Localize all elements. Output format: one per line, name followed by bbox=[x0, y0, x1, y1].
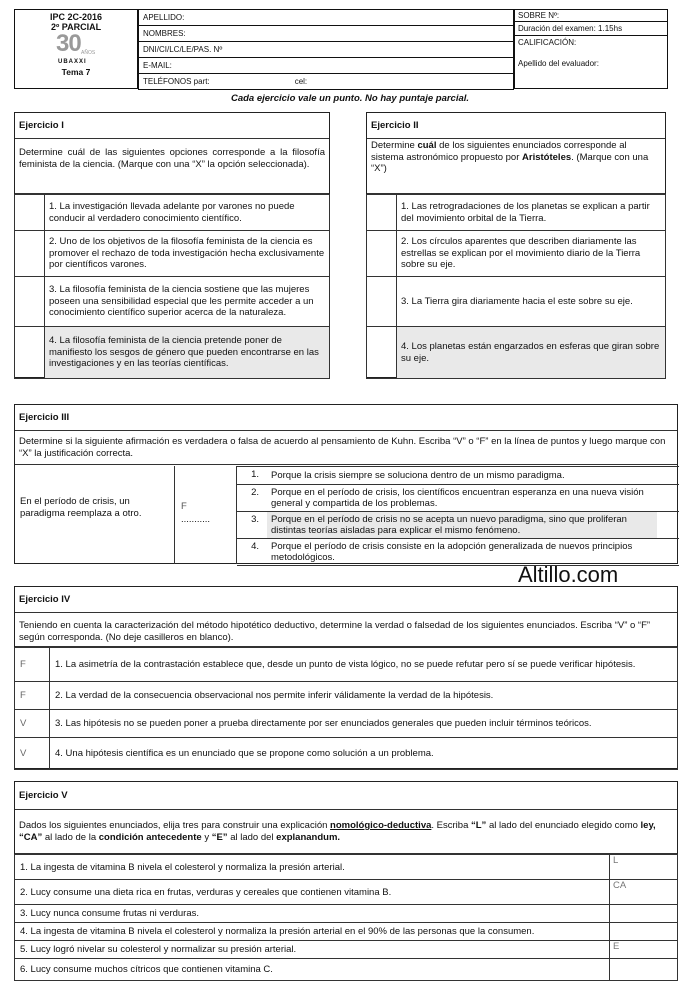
exercise-1-prompt: Determine cuál de las siguientes opciones corresponde a la filosofía feminista de la ciencia. (Marque con una “X” la opción seleccionada). bbox=[15, 139, 329, 194]
option-checkbox[interactable] bbox=[657, 539, 679, 566]
topic-label: Tema 7 bbox=[61, 67, 91, 77]
option-checkbox[interactable] bbox=[15, 277, 45, 327]
statement-text: 5. Lucy logró nivelar su colesterol y normalizar su presión arterial. bbox=[15, 941, 610, 959]
watermark: Altillo.com bbox=[518, 562, 619, 587]
student-info-table bbox=[138, 9, 514, 90]
exercise-4-rows bbox=[14, 647, 678, 770]
tf-answer-field[interactable]: F bbox=[15, 682, 50, 710]
option-text: 3. La Tierra gira diariamente hacia el este sobre su eje. bbox=[397, 277, 666, 327]
logo-number: 30 bbox=[56, 30, 81, 57]
grading-box bbox=[514, 9, 668, 89]
exercise-5-rows bbox=[14, 854, 678, 981]
prompt-bold: cuál bbox=[417, 140, 437, 151]
exam-duration: Duración del examen: 1.15hs bbox=[515, 22, 667, 36]
option-text-selected: 4. Los planetas están engarzados en esferas que giran sobre su eje. bbox=[397, 327, 666, 379]
statement-text: 6. Lucy consume muchos cítricos que contienen vitamina C. bbox=[15, 959, 610, 981]
logo-small-text: AÑOS bbox=[81, 50, 96, 56]
option-checkbox[interactable] bbox=[367, 277, 397, 327]
statement-text: 1. La asimetría de la contrastación establece que, desde un punto de vista lógico, no se puede refutar pero sí se puede verificar hipótesis. bbox=[50, 648, 678, 682]
envelope-number-field[interactable]: SOBRE Nº: bbox=[515, 10, 667, 22]
prompt-part: al lado de la bbox=[42, 831, 99, 843]
prompt-bold: explanandum. bbox=[276, 831, 341, 843]
option-checkbox[interactable] bbox=[657, 467, 679, 485]
label-answer-field[interactable] bbox=[610, 959, 678, 981]
prompt-part: . (Marque con una “X”) bbox=[371, 151, 649, 174]
prompt-bold: Aristóteles bbox=[522, 151, 572, 163]
exercise-4 bbox=[14, 586, 678, 769]
uba-logo bbox=[46, 30, 106, 66]
logo-org-text: UBAXXI bbox=[58, 59, 87, 65]
prompt-part: de los siguientes enunciados corresponde al sistema astronómico propuesto por bbox=[371, 140, 627, 163]
label-answer-field[interactable]: CA bbox=[610, 880, 678, 905]
names-field[interactable]: NOMBRES: bbox=[139, 26, 514, 42]
exercise-5 bbox=[14, 781, 678, 981]
option-text-selected: 4. La filosofía feminista de la ciencia pretende poner de manifiesto los sesgos de género que pueden encontrarse en las investigaciones y en las teorías científicas. bbox=[45, 327, 330, 379]
statement-text: 3. Las hipótesis no se pueden poner a prueba directamente por ser enunciados generales que pueden incluir términos teóricos. bbox=[50, 710, 678, 738]
statement-text: 2. Lucy consume una dieta rica en frutas, verduras y cereales que contienen vitamina B. bbox=[15, 880, 610, 905]
exercise-3-dots: ........... bbox=[181, 514, 211, 525]
tf-answer-field[interactable]: F bbox=[15, 648, 50, 682]
option-checkbox[interactable] bbox=[657, 485, 679, 512]
prompt-part: al lado del bbox=[227, 831, 277, 843]
exam-name: 2º PARCIAL bbox=[50, 22, 102, 32]
email-field[interactable]: E-MAIL: bbox=[139, 58, 514, 74]
exercise-3-title: Ejercicio III bbox=[15, 405, 677, 431]
phone-label: TELÉFONOS part: bbox=[143, 77, 210, 86]
exercise-3-answer: F bbox=[181, 501, 187, 512]
option-number: 4. bbox=[237, 539, 267, 566]
prompt-bold: “E” bbox=[211, 831, 228, 843]
exercise-3-prompt: Determine si la siguiente afirmación es verdadera o falsa de acuerdo al pensamiento de Kuhn. Escriba “V” o “F” en la línea de puntos y luego marque con “X” la justificación correcta. bbox=[15, 431, 677, 465]
exercise-1-title: Ejercicio I bbox=[15, 113, 329, 139]
statement-text: 4. La ingesta de vitamina B nivela el colesterol y normaliza la presión arterial en el 90% de las personas que la consumen. bbox=[15, 923, 610, 941]
option-number: 2. bbox=[237, 485, 267, 512]
statement-text: 3. Lucy nunca consume frutas ni verduras. bbox=[15, 905, 610, 923]
header-course-box bbox=[14, 9, 138, 89]
prompt-part: . Escriba bbox=[431, 820, 471, 831]
label-answer-field[interactable] bbox=[610, 923, 678, 941]
prompt-bold: “L” bbox=[471, 820, 487, 831]
option-text: 2. Los círculos aparentes que describen diariamente las estrellas se explican por el movimiento diario de la Tierra sobre su eje. bbox=[397, 231, 666, 277]
prompt-part: al lado del enunciado elegido como bbox=[486, 820, 641, 831]
exercise-2-title: Ejercicio II bbox=[367, 113, 665, 139]
prompt-bold: condición antecedente bbox=[98, 831, 202, 843]
exercise-3 bbox=[14, 404, 678, 564]
option-checkbox[interactable] bbox=[15, 231, 45, 277]
option-checkbox[interactable] bbox=[367, 195, 397, 231]
exercise-4-title: Ejercicio IV bbox=[15, 587, 677, 613]
option-number: 1. bbox=[237, 467, 267, 485]
phone-field[interactable] bbox=[139, 74, 514, 90]
exercise-2-prompt bbox=[367, 139, 665, 194]
statement-text: 4. Una hipótesis científica es un enunciado que se propone como solución a un problema. bbox=[50, 738, 678, 770]
option-checkbox[interactable] bbox=[15, 327, 45, 379]
prompt-part: y bbox=[201, 831, 212, 843]
course-code: IPC 2C-2016 bbox=[49, 12, 103, 22]
exercise-1-options bbox=[14, 194, 330, 379]
label-answer-field[interactable]: L bbox=[610, 855, 678, 880]
option-text: Porque el período de crisis consiste en la adopción generalizada de nuevos principios metodológicos. bbox=[267, 539, 657, 566]
option-text: Porque la crisis siempre se soluciona dentro de un mismo paradigma. bbox=[267, 467, 657, 485]
statement-text: 2. La verdad de la consecuencia observacional nos permite inferir válidamente la verdad de la hipótesis. bbox=[50, 682, 678, 710]
option-text: 3. La filosofía feminista de la ciencia sostiene que las mujeres poseen una sensibilidad especial que les permite acceder a un conocimiento científico superior acerca de la naturaleza. bbox=[45, 277, 330, 327]
exercise-2-options bbox=[366, 194, 666, 379]
option-checkbox[interactable] bbox=[657, 512, 679, 539]
grade-field[interactable]: CALIFICACIÓN: bbox=[518, 38, 577, 47]
exam-header bbox=[14, 9, 668, 89]
exercise-3-statement: En el período de crisis, un paradigma reemplaza a otro. bbox=[15, 466, 175, 564]
option-checkbox[interactable] bbox=[367, 231, 397, 277]
exercise-3-options bbox=[237, 466, 679, 566]
exercise-1 bbox=[14, 112, 330, 378]
exercise-4-prompt: Teniendo en cuenta la caracterización del método hipotético deductivo, determine la verdad o falsedad de los siguientes enunciados. Escriba “V” o “F” según corresponda. (No deje casilleros en blanco). bbox=[15, 613, 677, 647]
option-number: 3. bbox=[237, 512, 267, 539]
option-checkbox[interactable] bbox=[367, 327, 397, 379]
option-text: 2. Uno de los objetivos de la filosofía feminista de la ciencia es promover el rechazo de toda investigación hecha exclusivamente por científicos varones. bbox=[45, 231, 330, 277]
tf-answer-field[interactable]: V bbox=[15, 738, 50, 770]
prompt-bold: ley, “CA” bbox=[19, 820, 656, 843]
option-checkbox[interactable] bbox=[15, 195, 45, 231]
scoring-note: Cada ejercicio vale un punto. No hay puntaje parcial. bbox=[230, 93, 470, 104]
evaluator-field[interactable]: Apellido del evaluador: bbox=[518, 59, 599, 68]
prompt-emphasis: nomológico-deductiva bbox=[330, 820, 432, 831]
id-field[interactable]: DNI/CI/LC/LE/PAS. Nº bbox=[139, 42, 514, 58]
cel-label: cel: bbox=[294, 77, 308, 86]
option-text: 1. Las retrogradaciones de los planetas se explican a partir del movimiento orbital de la Tierra. bbox=[397, 195, 666, 231]
label-answer-field[interactable]: E bbox=[610, 941, 678, 959]
option-text-selected: Porque en el período de crisis no se acepta un nuevo paradigma, sino que proliferan distintas teorías aisladas para explicar el mismo fenómeno. bbox=[267, 512, 657, 539]
statement-text: 1. La ingesta de vitamina B nivela el colesterol y normaliza la presión arterial. bbox=[15, 855, 610, 880]
exercise-5-title: Ejercicio V bbox=[15, 782, 677, 810]
exercise-2 bbox=[366, 112, 666, 378]
prompt-part: Dados los siguientes enunciados, elija tres para construir una explicación bbox=[19, 820, 331, 831]
option-text: Porque en el período de crisis, los científicos encuentran esperanza en una nueva visión general y compartida de los problemas. bbox=[267, 485, 657, 512]
label-answer-field[interactable] bbox=[610, 905, 678, 923]
exercise-5-prompt bbox=[15, 810, 677, 854]
prompt-part: Determine bbox=[371, 140, 418, 151]
exercise-3-answer-box[interactable] bbox=[175, 466, 237, 564]
surname-field[interactable]: APELLIDO: bbox=[139, 10, 514, 26]
tf-answer-field[interactable]: V bbox=[15, 710, 50, 738]
option-text: 1. La investigación llevada adelante por varones no puede conducir al verdadero conocimiento científico. bbox=[45, 195, 330, 231]
